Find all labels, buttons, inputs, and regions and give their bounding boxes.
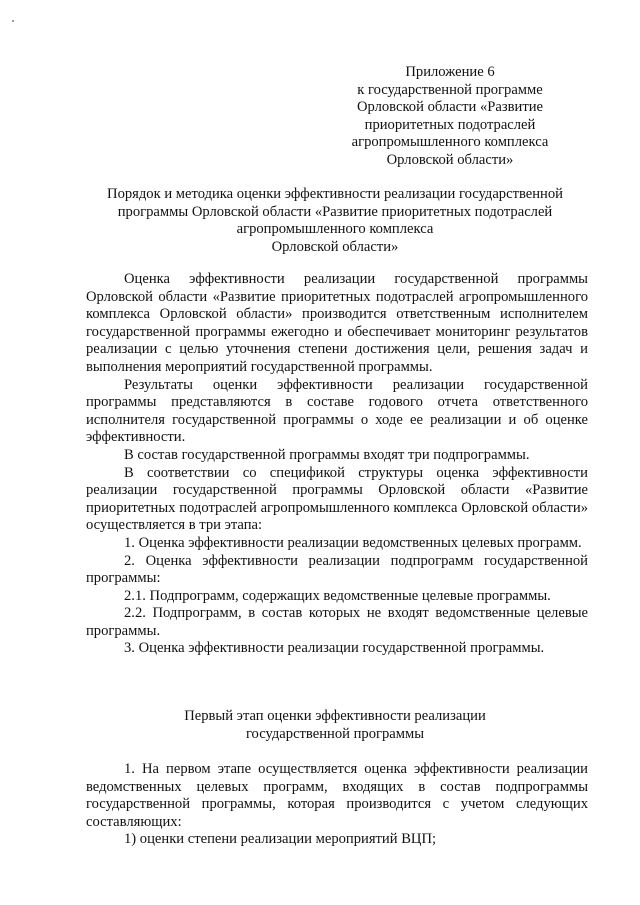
list-item: 2.2. Подпрограмм, в состав которых не входят ведомственные целевые программы. (86, 605, 588, 639)
title-line: агропромышленного комплекса (236, 221, 434, 238)
appendix-block (330, 64, 570, 170)
list-item: 1. Оценка эффективности реализации ведомственных целевых программ. (124, 534, 582, 551)
appendix-line: Орловской области «Развитие (356, 99, 544, 116)
list-item: 2.1. Подпрограмм, содержащих ведомственные целевые программы. (124, 587, 551, 604)
scan-speck (12, 20, 14, 22)
title-line: Порядок и методика оценки эффективности реализации государственной (107, 186, 563, 202)
section-body-text (86, 761, 588, 849)
appendix-line: агропромышленного комплекса (351, 134, 549, 151)
body-text (86, 271, 588, 658)
title-line: Орловской области» (271, 238, 399, 255)
appendix-line: Приложение 6 (405, 64, 495, 80)
appendix-line: Орловской области» (386, 151, 514, 168)
title-line: программы Орловской области «Развитие приоритетных подотраслей (117, 203, 553, 220)
list-item: 1) оценки степени реализации мероприятий ВЦП; (124, 831, 437, 848)
appendix-line: приоритетных подотраслей (364, 116, 536, 133)
list-item: 3. Оценка эффективности реализации государственной программы. (124, 640, 545, 657)
paragraph: 1. На первом этапе осуществляется оценка эффективности реализации ведомственных целевых программ, входящих в состав подпрограммы государственной программы, которая производится с учетом следующих составляющих: (86, 761, 588, 830)
section-heading-line: Первый этап оценки эффективности реализации (184, 708, 486, 724)
section-heading-line: государственной программы (245, 725, 425, 742)
paragraph: Результаты оценки эффективности реализации государственной программы представляются в составе годового отчета ответственного исполнителя государственной программы о ходе ее реализации и об оценке эффективности. (86, 376, 588, 446)
paragraph: В соответствии со спецификой структуры оценка эффективности реализации государственной программы Орловской области «Развитие приоритетных подотраслей агропромышленного комплекса Орловской области» осуществляется в три этапа: (86, 464, 588, 534)
paragraph: В состав государственной программы входят три подпрограммы. (124, 446, 530, 463)
document-title (84, 186, 586, 256)
paragraph: Оценка эффективности реализации государственной программы Орловской области «Развитие приоритетных подотраслей агропромышленного комплекса Орловской области» производится ответственным исполнителем государственной программы ежегодно и обеспечивает мониторинг результатов реализации с целью уточнения степени достижения цели, решения задач и выполнения мероприятий государственной программы. (86, 271, 588, 375)
section-heading (84, 708, 586, 743)
appendix-line: к государственной программе (357, 81, 543, 98)
list-item: 2. Оценка эффективности реализации подпрограмм государственной программы: (86, 552, 588, 587)
